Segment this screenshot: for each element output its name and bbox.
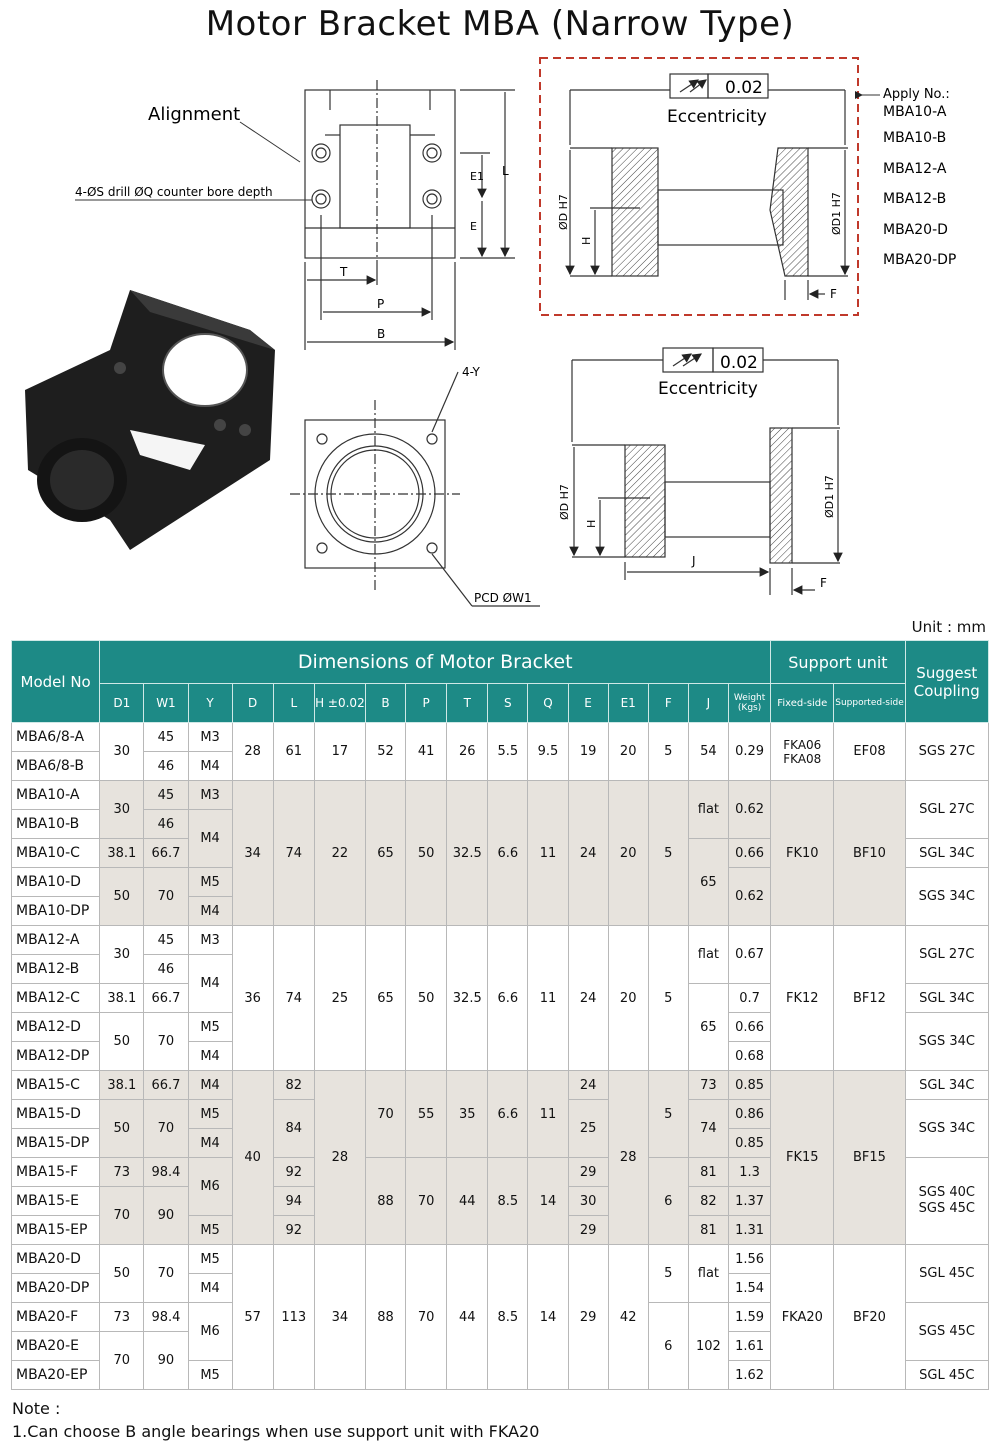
- cell-supported: EF08: [834, 723, 905, 781]
- cell-supported: BF20: [834, 1245, 905, 1390]
- cell-W1: 66.7: [144, 839, 188, 868]
- col-header: E: [568, 684, 608, 723]
- cell-Y: M5: [188, 1100, 232, 1129]
- cell-T: 44: [447, 1245, 488, 1390]
- cell-coupling: SGS 34C: [905, 1100, 988, 1158]
- table-row: [12, 723, 989, 752]
- table-row: [12, 1071, 989, 1100]
- eccentricity-label-1: Eccentricity: [667, 107, 767, 127]
- cell-D1: 70: [100, 1187, 144, 1245]
- cell-Q: 11: [528, 926, 568, 1071]
- cell-B: 65: [365, 926, 405, 1071]
- cell-weight: 0.86: [728, 1100, 770, 1129]
- model-cell: MBA20-EP: [12, 1361, 100, 1390]
- cell-W1: 46: [144, 752, 188, 781]
- cell-D1: 50: [100, 1245, 144, 1303]
- cell-W1: 70: [144, 868, 188, 926]
- cell-F: 5: [648, 723, 688, 781]
- cell-W1: 98.4: [144, 1158, 188, 1187]
- cell-T: 26: [447, 723, 488, 781]
- cell-Y: M5: [188, 1013, 232, 1042]
- header-dimensions: Dimensions of Motor Bracket: [100, 641, 771, 684]
- col-header: D: [232, 684, 273, 723]
- model-cell: MBA15-D: [12, 1100, 100, 1129]
- cell-P: 41: [406, 723, 447, 781]
- cell-P: 55: [406, 1071, 447, 1158]
- cell-D1: 38.1: [100, 1071, 144, 1100]
- cell-Q: 11: [528, 781, 568, 926]
- cell-F: 6: [648, 1303, 688, 1390]
- eccentricity-value-1: 0.02: [725, 78, 763, 98]
- dim-T: T: [340, 265, 348, 279]
- cell-J: 54: [688, 723, 728, 781]
- col-header: T: [447, 684, 488, 723]
- dim-D1-2: ØD1 H7: [823, 475, 836, 518]
- cell-H: 17: [314, 723, 365, 781]
- model-cell: MBA12-A: [12, 926, 100, 955]
- group-mba12: [12, 926, 989, 1071]
- dim-H-2: H: [585, 519, 598, 528]
- cell-J: 81: [688, 1158, 728, 1187]
- cell-T: 32.5: [447, 926, 488, 1071]
- cell-D1: 50: [100, 1100, 144, 1158]
- apply-model: MBA12-A: [883, 161, 947, 177]
- cell-E1: 28: [608, 1071, 648, 1245]
- cell-T: 35: [447, 1071, 488, 1158]
- cell-H: 34: [314, 1245, 365, 1390]
- cell-W1: 45: [144, 723, 188, 752]
- model-cell: MBA15-EP: [12, 1216, 100, 1245]
- col-header: E1: [608, 684, 648, 723]
- model-cell: MBA10-D: [12, 868, 100, 897]
- drill-note: 4-ØS drill ØQ counter bore depth: [75, 185, 273, 199]
- cell-L: 92: [273, 1158, 314, 1187]
- cell-W1: 45: [144, 926, 188, 955]
- cell-weight: 1.59: [728, 1303, 770, 1332]
- cell-D1: 30: [100, 781, 144, 839]
- cell-weight: 0.85: [728, 1129, 770, 1158]
- cell-L: 84: [273, 1100, 314, 1158]
- cell-S: 6.6: [488, 1071, 528, 1158]
- cell-L: 94: [273, 1187, 314, 1216]
- front-view: [305, 80, 515, 350]
- cell-fixed: FKA06 FKA08: [771, 723, 834, 781]
- cell-coupling: SGS 34C: [905, 1013, 988, 1071]
- top-view: [290, 372, 540, 606]
- pcd-label: PCD ØW1: [474, 591, 532, 605]
- cell-E: 29: [568, 1216, 608, 1245]
- model-cell: MBA15-F: [12, 1158, 100, 1187]
- group-mba20: [12, 1245, 989, 1390]
- cell-J: 73: [688, 1071, 728, 1100]
- cell-Q: 11: [528, 1071, 568, 1158]
- cell-P: 50: [406, 926, 447, 1071]
- apply-model: MBA20-D: [883, 222, 948, 238]
- cell-Y: M5: [188, 1245, 232, 1274]
- cell-weight: 1.62: [728, 1361, 770, 1390]
- header-support: Support unit: [771, 641, 905, 684]
- group-mba10: [12, 781, 989, 926]
- cell-D1: 30: [100, 723, 144, 781]
- table-row: [12, 926, 989, 955]
- cell-H: 22: [314, 781, 365, 926]
- spec-table: [11, 640, 989, 1390]
- unit-label: Unit : mm: [911, 618, 986, 636]
- cell-supported: BF10: [834, 781, 905, 926]
- cell-P: 50: [406, 781, 447, 926]
- apply-model: MBA10-B: [883, 130, 947, 146]
- cell-coupling: SGL 45C: [905, 1245, 988, 1303]
- cell-B: 70: [365, 1071, 405, 1158]
- cell-P: 70: [406, 1245, 447, 1390]
- model-cell: MBA10-B: [12, 810, 100, 839]
- col-header: Q: [528, 684, 568, 723]
- col-header: J: [688, 684, 728, 723]
- model-cell: MBA12-D: [12, 1013, 100, 1042]
- col-header: Y: [188, 684, 232, 723]
- cell-E1: 20: [608, 723, 648, 781]
- cell-Y: M3: [188, 723, 232, 752]
- cell-E1: 42: [608, 1245, 648, 1390]
- group-mba6: [12, 723, 989, 781]
- cell-Y: M3: [188, 781, 232, 810]
- cell-S: 5.5: [488, 723, 528, 781]
- eccentricity-value-2: 0.02: [720, 353, 758, 373]
- note-item: 1.Can choose B angle bearings when use support unit with FKA20: [12, 1422, 540, 1441]
- dim-D-2: ØD H7: [558, 484, 571, 520]
- cell-S: 6.6: [488, 781, 528, 926]
- cell-H: 25: [314, 926, 365, 1071]
- col-header: P: [406, 684, 447, 723]
- cell-D: 28: [232, 723, 273, 781]
- cell-weight: 0.67: [728, 926, 770, 984]
- col-header: Weight (Kgs): [728, 684, 770, 723]
- cell-coupling: SGS 45C: [905, 1303, 988, 1361]
- cell-weight: 0.85: [728, 1071, 770, 1100]
- dim-P: P: [377, 297, 385, 311]
- col-header-supported: Supported-side: [834, 684, 905, 723]
- cell-D1: 38.1: [100, 839, 144, 868]
- cell-Y: M6: [188, 1158, 232, 1216]
- model-cell: MBA10-C: [12, 839, 100, 868]
- model-cell: MBA20-E: [12, 1332, 100, 1361]
- cell-Y: M4: [188, 955, 232, 1013]
- table-row: [12, 1245, 989, 1274]
- cell-Y: M5: [188, 1216, 232, 1245]
- cell-J: 65: [688, 839, 728, 926]
- col-header: S: [488, 684, 528, 723]
- cell-Q: 14: [528, 1245, 568, 1390]
- dim-H-1: H: [580, 236, 593, 245]
- cell-coupling: SGL 34C: [905, 984, 988, 1013]
- cell-coupling: SGL 34C: [905, 1071, 988, 1100]
- cell-B: 52: [365, 723, 405, 781]
- cell-E1: 20: [608, 781, 648, 926]
- dim-F-2: F: [820, 576, 827, 590]
- cell-J: 74: [688, 1100, 728, 1158]
- cell-L: 74: [273, 926, 314, 1071]
- cell-D1: 50: [100, 1013, 144, 1071]
- cell-J: 82: [688, 1187, 728, 1216]
- cell-D: 34: [232, 781, 273, 926]
- cell-E: 24: [568, 1071, 608, 1100]
- cell-L: 92: [273, 1216, 314, 1245]
- bracket-image: [25, 290, 275, 550]
- header-model: Model No: [12, 641, 100, 723]
- cell-B: 88: [365, 1158, 405, 1245]
- dim-J: J: [692, 554, 696, 568]
- cell-W1: 66.7: [144, 1071, 188, 1100]
- model-cell: MBA10-A: [12, 781, 100, 810]
- cell-J: 102: [688, 1303, 728, 1390]
- notes-title: Note :: [12, 1399, 61, 1418]
- cell-F: 6: [648, 1158, 688, 1245]
- cell-T: 32.5: [447, 781, 488, 926]
- cell-E: 30: [568, 1187, 608, 1216]
- cell-weight: 1.3: [728, 1158, 770, 1187]
- cell-D1: 73: [100, 1303, 144, 1332]
- cell-Y: M5: [188, 868, 232, 897]
- cell-Q: 14: [528, 1158, 568, 1245]
- apply-model: MBA20-DP: [883, 252, 957, 268]
- dim-E: E: [470, 220, 477, 233]
- cell-J: 65: [688, 984, 728, 1071]
- page-title: Motor Bracket MBA (Narrow Type): [205, 4, 795, 44]
- cell-D1: 30: [100, 926, 144, 984]
- cell-supported: BF15: [834, 1071, 905, 1245]
- cell-D1: 70: [100, 1332, 144, 1390]
- cell-Y: M4: [188, 810, 232, 868]
- cell-coupling: SGL 34C: [905, 839, 988, 868]
- model-cell: MBA15-C: [12, 1071, 100, 1100]
- cell-S: 6.6: [488, 926, 528, 1071]
- cell-coupling: SGL 45C: [905, 1361, 988, 1390]
- cell-D1: 73: [100, 1158, 144, 1187]
- cell-Y: M4: [188, 1042, 232, 1071]
- cell-W1: 70: [144, 1245, 188, 1303]
- cell-coupling: SGS 34C: [905, 868, 988, 926]
- cell-W1: 70: [144, 1100, 188, 1158]
- col-header: F: [648, 684, 688, 723]
- cell-J: flat: [688, 781, 728, 839]
- cell-weight: 0.62: [728, 781, 770, 839]
- cell-weight: 0.7: [728, 984, 770, 1013]
- model-cell: MBA15-DP: [12, 1129, 100, 1158]
- model-cell: MBA10-DP: [12, 897, 100, 926]
- cell-weight: 0.66: [728, 839, 770, 868]
- cell-weight: 0.29: [728, 723, 770, 781]
- cell-L: 113: [273, 1245, 314, 1390]
- cell-coupling: SGS 40C SGS 45C: [905, 1158, 988, 1245]
- apply-label: Apply No.:: [883, 87, 950, 102]
- model-cell: MBA6/8-B: [12, 752, 100, 781]
- cell-E1: 20: [608, 926, 648, 1071]
- cell-E: 29: [568, 1245, 608, 1390]
- apply-model: MBA10-A: [883, 104, 947, 120]
- apply-model: MBA12-B: [883, 191, 947, 207]
- cell-Y: M4: [188, 752, 232, 781]
- cell-weight: 1.54: [728, 1274, 770, 1303]
- dim-F-1: F: [830, 287, 837, 301]
- cell-supported: BF12: [834, 926, 905, 1071]
- header-coupling: Suggest Coupling: [905, 641, 988, 723]
- cell-weight: 0.66: [728, 1013, 770, 1042]
- cell-J: flat: [688, 1245, 728, 1303]
- notes: [12, 1397, 539, 1443]
- cell-D1: 50: [100, 868, 144, 926]
- technical-drawing: [0, 50, 1000, 625]
- cell-W1: 98.4: [144, 1303, 188, 1332]
- model-cell: MBA6/8-A: [12, 723, 100, 752]
- col-header-fixed: Fixed-side: [771, 684, 834, 723]
- col-header: B: [365, 684, 405, 723]
- cell-J: 81: [688, 1216, 728, 1245]
- cell-D1: 38.1: [100, 984, 144, 1013]
- cell-F: 5: [648, 1071, 688, 1158]
- model-cell: MBA20-DP: [12, 1274, 100, 1303]
- alignment-label: Alignment: [148, 104, 241, 125]
- model-cell: MBA12-C: [12, 984, 100, 1013]
- cell-coupling: SGS 27C: [905, 723, 988, 781]
- cell-weight: 1.31: [728, 1216, 770, 1245]
- cell-E: 24: [568, 781, 608, 926]
- cell-S: 8.5: [488, 1158, 528, 1245]
- cell-E: 25: [568, 1100, 608, 1158]
- group-mba15: [12, 1071, 989, 1245]
- cell-W1: 66.7: [144, 984, 188, 1013]
- col-header: W1: [144, 684, 188, 723]
- cell-fixed: FK15: [771, 1071, 834, 1245]
- cell-Y: M4: [188, 1071, 232, 1100]
- cell-weight: 1.56: [728, 1245, 770, 1274]
- model-cell: MBA20-D: [12, 1245, 100, 1274]
- model-cell: MBA12-DP: [12, 1042, 100, 1071]
- col-header: L: [273, 684, 314, 723]
- cell-W1: 90: [144, 1332, 188, 1390]
- cell-H: 28: [314, 1071, 365, 1245]
- cell-P: 70: [406, 1158, 447, 1245]
- cell-L: 61: [273, 723, 314, 781]
- cell-W1: 46: [144, 955, 188, 984]
- cell-F: 5: [648, 781, 688, 926]
- dim-D1-1: ØD1 H7: [830, 192, 843, 235]
- cell-W1: 45: [144, 781, 188, 810]
- cell-Y: M3: [188, 926, 232, 955]
- model-cell: MBA12-B: [12, 955, 100, 984]
- cell-coupling: SGL 27C: [905, 781, 988, 839]
- cell-J: flat: [688, 926, 728, 984]
- cell-L: 82: [273, 1071, 314, 1100]
- cell-Y: M4: [188, 1274, 232, 1303]
- cell-B: 88: [365, 1245, 405, 1390]
- model-cell: MBA15-E: [12, 1187, 100, 1216]
- dim-E1: E1: [470, 170, 484, 183]
- col-header: D1: [100, 684, 144, 723]
- model-cell: MBA20-F: [12, 1303, 100, 1332]
- dim-D-1: ØD H7: [557, 194, 570, 230]
- cell-W1: 46: [144, 810, 188, 839]
- cell-Y: M4: [188, 1129, 232, 1158]
- dim-B: B: [377, 327, 386, 341]
- holes-label: 4-Y: [462, 365, 480, 379]
- cell-D: 40: [232, 1071, 273, 1245]
- cell-W1: 90: [144, 1187, 188, 1245]
- cell-F: 5: [648, 1245, 688, 1303]
- cell-F: 5: [648, 926, 688, 1071]
- cell-E: 29: [568, 1158, 608, 1187]
- table-row: [12, 781, 989, 810]
- dim-L: L: [502, 164, 509, 178]
- cell-coupling: SGL 27C: [905, 926, 988, 984]
- cell-Y: M6: [188, 1303, 232, 1361]
- cell-fixed: FK10: [771, 781, 834, 926]
- eccentricity-label-2: Eccentricity: [658, 379, 758, 399]
- cell-S: 8.5: [488, 1245, 528, 1390]
- cell-D: 57: [232, 1245, 273, 1390]
- cell-Q: 9.5: [528, 723, 568, 781]
- cell-Y: M4: [188, 897, 232, 926]
- cell-D: 36: [232, 926, 273, 1071]
- cell-L: 74: [273, 781, 314, 926]
- cell-weight: 0.62: [728, 868, 770, 926]
- cell-weight: 1.37: [728, 1187, 770, 1216]
- cell-fixed: FK12: [771, 926, 834, 1071]
- cell-weight: 1.61: [728, 1332, 770, 1361]
- cell-T: 44: [447, 1158, 488, 1245]
- cell-B: 65: [365, 781, 405, 926]
- col-header: H ±0.02: [314, 684, 365, 723]
- cell-weight: 0.68: [728, 1042, 770, 1071]
- cell-E: 19: [568, 723, 608, 781]
- cell-W1: 70: [144, 1013, 188, 1071]
- cell-fixed: FKA20: [771, 1245, 834, 1390]
- cell-E: 24: [568, 926, 608, 1071]
- cell-Y: M5: [188, 1361, 232, 1390]
